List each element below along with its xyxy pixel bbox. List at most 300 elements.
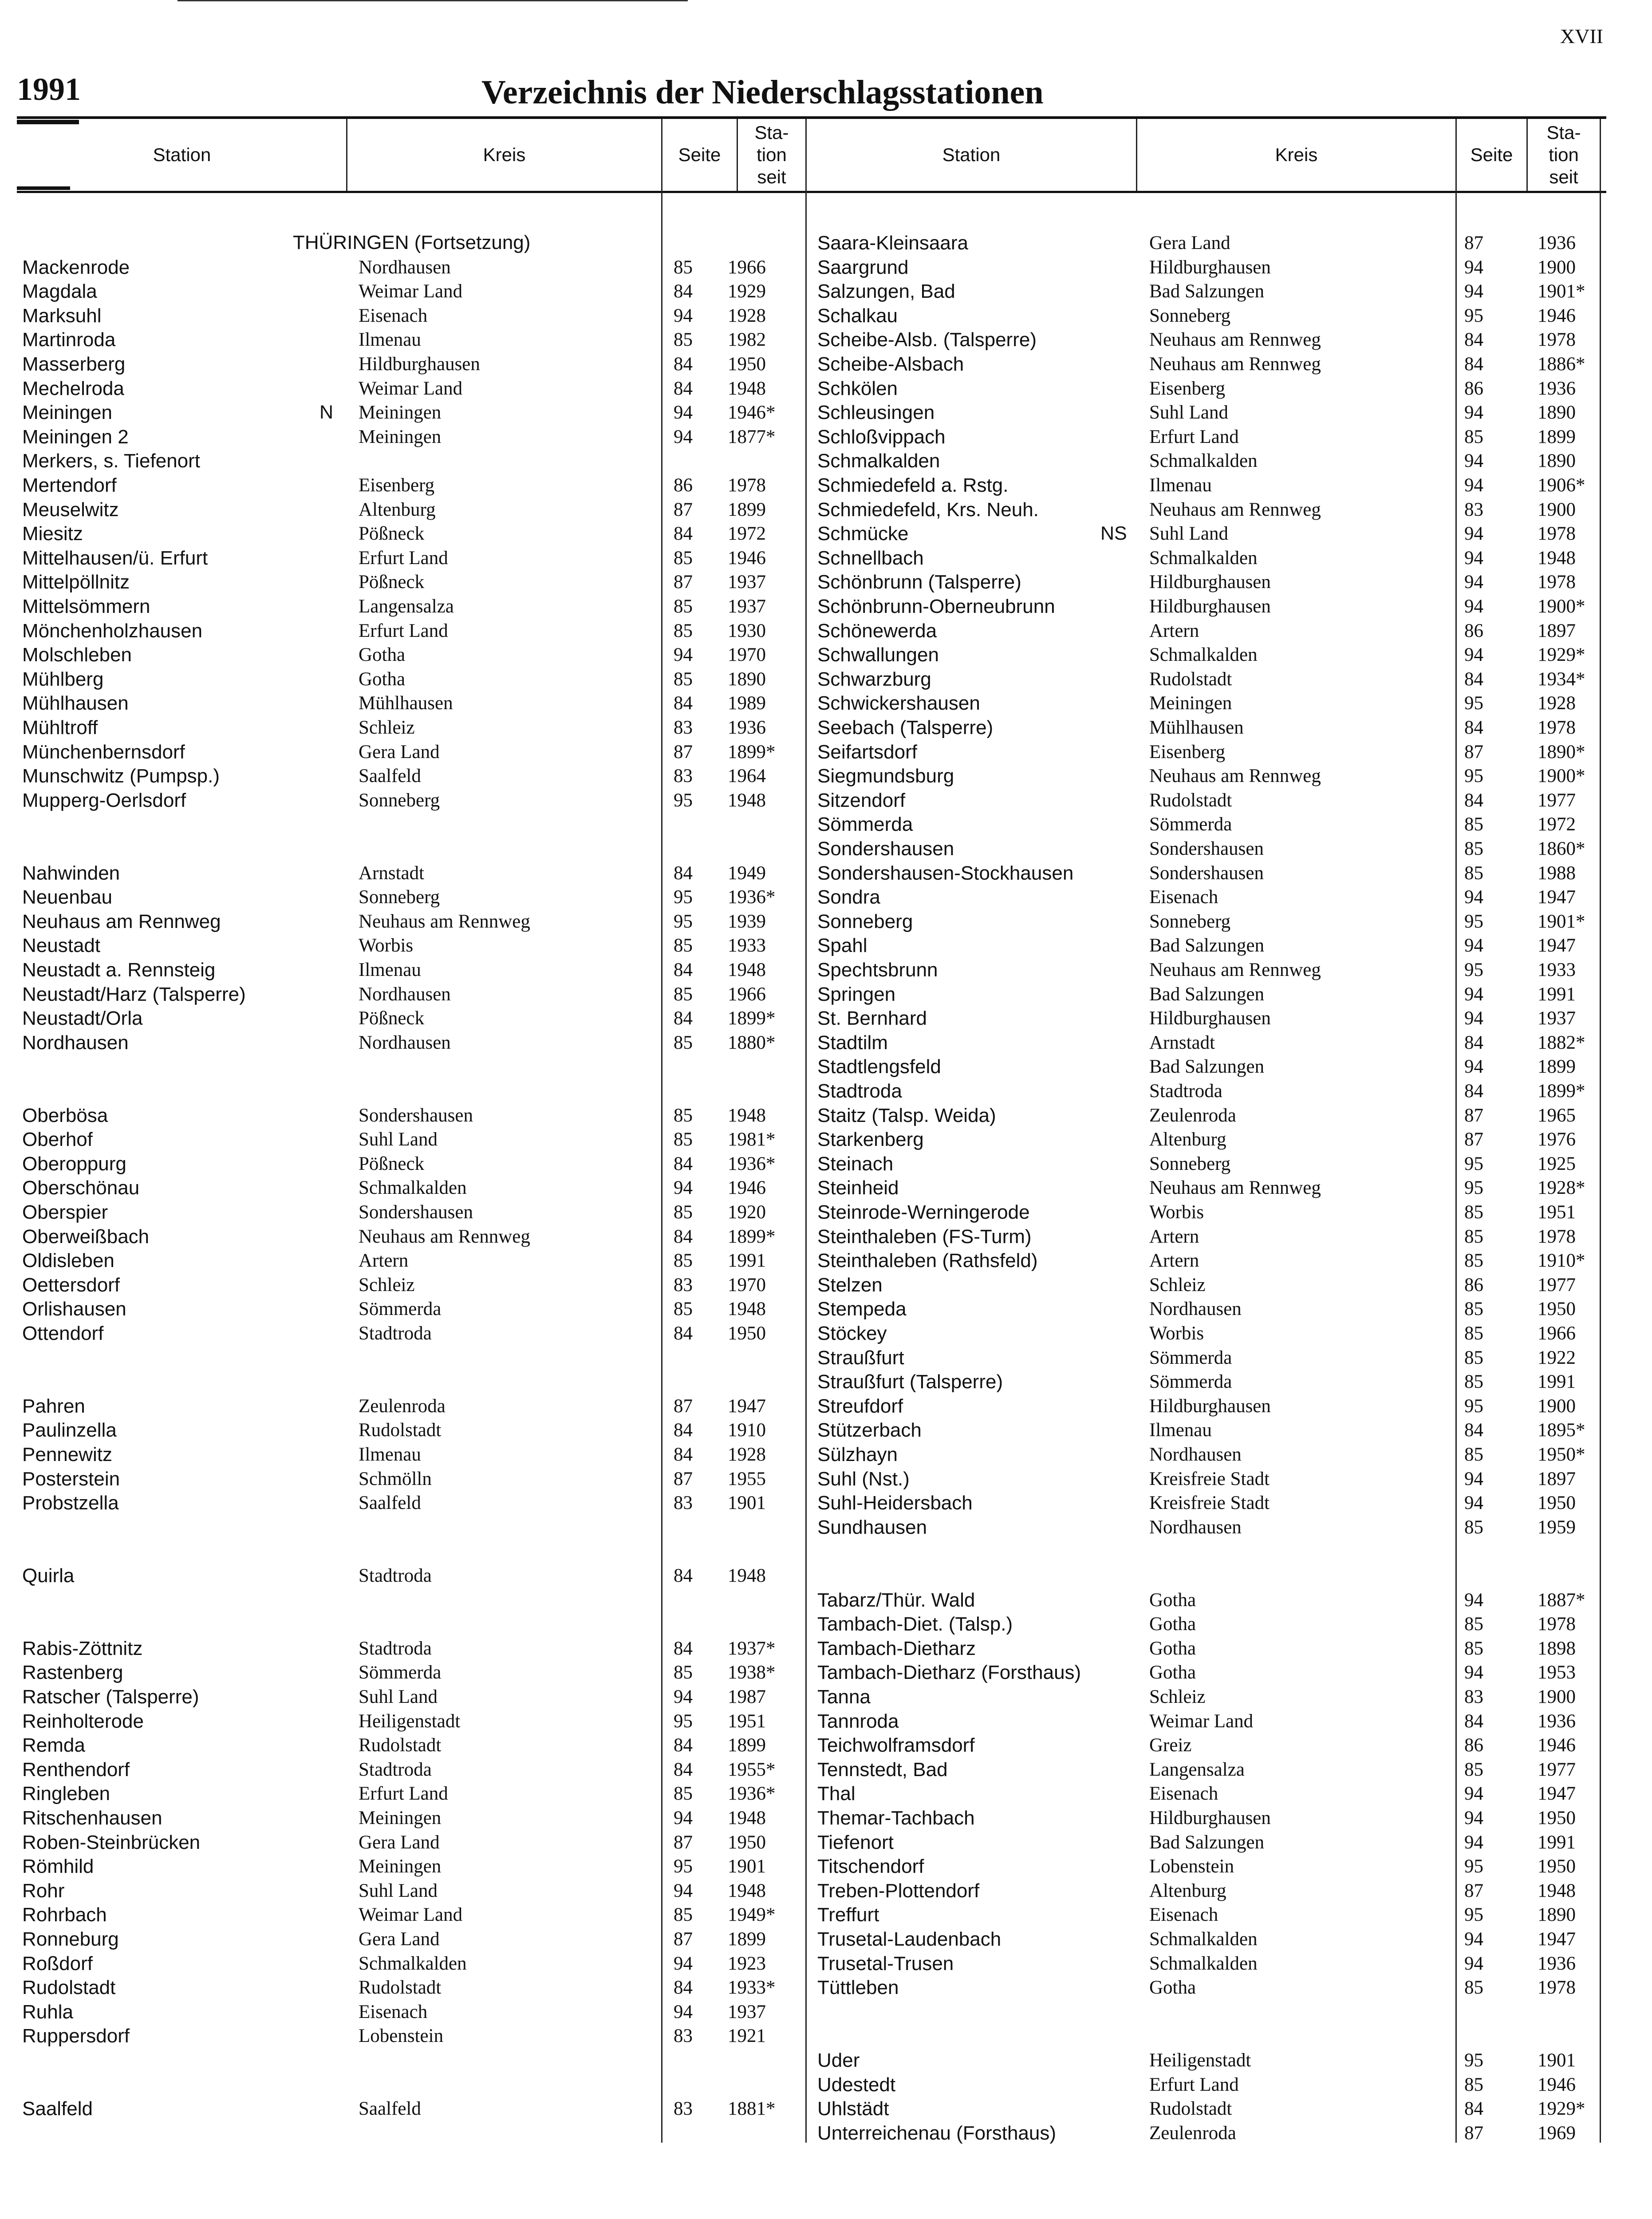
since-year: 1937 <box>728 596 766 617</box>
station-name: Streufdorf <box>817 1395 903 1417</box>
station-name: Reinholterode <box>22 1710 144 1732</box>
kreis-name: Sömmerda <box>1149 1371 1232 1393</box>
since-year: 1937 <box>1538 1008 1576 1029</box>
since-year: 1978 <box>1538 572 1576 593</box>
page-ref: 87 <box>1464 233 1483 253</box>
since-year: 1949* <box>728 1904 776 1926</box>
station-name: Suhl (Nst.) <box>817 1468 910 1490</box>
page-ref: 85 <box>674 1202 693 1223</box>
table-row <box>0 691 1652 715</box>
page-ref: 85 <box>1464 814 1483 835</box>
table-row <box>0 1854 1652 1879</box>
table-row <box>0 1321 1652 1346</box>
kreis-name: Neuhaus am Rennweg <box>1149 959 1321 980</box>
header-kreis-right: Kreis <box>1275 144 1318 165</box>
header-seite-right: Seite <box>1470 144 1513 165</box>
since-year: 1928 <box>1538 693 1576 714</box>
kreis-name: Artern <box>1149 1250 1199 1271</box>
since-year: 1936 <box>1538 1710 1576 1732</box>
station-name: Starkenberg <box>817 1129 924 1151</box>
table-row <box>0 740 1652 764</box>
table-row <box>0 304 1652 328</box>
table-row <box>0 1733 1652 1757</box>
kreis-name: Erfurt Land <box>359 547 448 569</box>
kreis-name: Schmalkalden <box>1149 644 1258 666</box>
since-year: 1966 <box>728 257 766 278</box>
since-year: 1938* <box>728 1662 776 1683</box>
station-name: Münchenbernsdorf <box>22 741 185 763</box>
since-year: 1950 <box>728 1323 766 1344</box>
station-name: Mühlberg <box>22 668 104 690</box>
station-name: Steinthaleben (FS-Turm) <box>817 1225 1032 1248</box>
since-year: 1928 <box>728 1444 766 1465</box>
page-ref: 87 <box>1464 1129 1483 1150</box>
station-name: Trusetal-Trusen <box>817 1952 954 1974</box>
kreis-name: Suhl Land <box>359 1129 438 1150</box>
station-name: Mönchenholzhausen <box>22 620 203 642</box>
station-name: Stempeda <box>817 1298 907 1320</box>
station-name: Ottendorf <box>22 1323 104 1344</box>
table-row <box>0 2097 1652 2121</box>
since-year: 1989 <box>728 693 766 714</box>
since-year: 1951 <box>728 1710 766 1732</box>
page-ref: 85 <box>674 620 693 641</box>
table-row <box>0 1394 1652 1418</box>
since-year: 1981* <box>728 1129 776 1150</box>
page-ref: 87 <box>674 1395 693 1417</box>
kreis-name: Schmalkalden <box>1149 1953 1258 1974</box>
table-row <box>0 1346 1652 1370</box>
page-ref: 95 <box>674 887 693 908</box>
table-row <box>0 1757 1652 1782</box>
since-year: 1936 <box>1538 378 1576 399</box>
page-ref: 84 <box>1464 1081 1483 1102</box>
station-name: Ringleben <box>22 1783 110 1805</box>
station-name: Nahwinden <box>22 862 120 884</box>
since-year: 1951 <box>1538 1202 1576 1223</box>
table-row <box>0 449 1652 473</box>
station-name: Marksuhl <box>22 304 102 327</box>
since-year: 1978 <box>1538 1977 1576 1998</box>
kreis-name: Saalfeld <box>359 1492 421 1514</box>
page-ref: 84 <box>674 1226 693 1247</box>
station-name: Schmiedefeld, Krs. Neuh. <box>817 498 1039 521</box>
kreis-name: Gera Land <box>359 741 440 762</box>
kreis-name: Gotha <box>1149 1638 1196 1659</box>
station-name: Roßdorf <box>22 1952 93 1974</box>
since-year: 1948 <box>1538 1880 1576 1901</box>
page-ref: 85 <box>1464 1638 1483 1659</box>
station-name: Masserberg <box>22 353 126 375</box>
kreis-name: Ilmenau <box>1149 475 1212 496</box>
kreis-name: Kreisfreie Stadt <box>1149 1492 1270 1514</box>
table-row <box>0 1879 1652 1903</box>
since-year: 1899 <box>728 1929 766 1950</box>
page-ref: 86 <box>1464 1735 1483 1756</box>
station-name: Straußfurt <box>817 1346 904 1369</box>
page-ref: 95 <box>674 1710 693 1732</box>
kreis-name: Worbis <box>359 935 414 956</box>
station-name: Mittelhausen/ü. Erfurt <box>22 547 208 569</box>
kreis-name: Weimar Land <box>359 281 463 302</box>
station-name: Oberbösa <box>22 1104 108 1126</box>
kreis-name: Hildburghausen <box>1149 1395 1271 1417</box>
since-year: 1970 <box>728 644 766 666</box>
kreis-name: Weimar Land <box>359 1904 463 1926</box>
since-year: 1930 <box>728 620 766 641</box>
page-ref: 85 <box>674 329 693 351</box>
table-row <box>0 1685 1652 1709</box>
station-name: Merkers, s. Tiefenort <box>22 450 201 472</box>
since-year: 1947 <box>1538 887 1576 908</box>
since-year: 1890 <box>1538 402 1576 423</box>
page-ref: 95 <box>1464 305 1483 326</box>
header-bottom-rule <box>17 191 1606 193</box>
since-year: 1948 <box>728 1105 766 1126</box>
page-ref: 94 <box>674 305 693 326</box>
station-name: Mühltroff <box>22 717 98 738</box>
since-year: 1936* <box>728 1153 776 1174</box>
since-year: 1948 <box>728 1565 766 1586</box>
station-name: Tiefenort <box>817 1831 894 1853</box>
page-ref: 84 <box>674 1323 693 1344</box>
page-ref: 95 <box>1464 959 1483 980</box>
table-row <box>0 1975 1652 2000</box>
header-seit-left: Sta- tion seit <box>754 122 789 187</box>
page-ref: 86 <box>1464 620 1483 641</box>
since-year: 1946 <box>728 1177 766 1199</box>
kreis-name: Hildburghausen <box>1149 1808 1271 1828</box>
page-ref: 83 <box>674 766 693 787</box>
page-ref: 95 <box>1464 911 1483 932</box>
station-name: Themar-Tachbach <box>817 1807 975 1829</box>
since-year: 1948 <box>728 959 766 980</box>
kreis-name: Bad Salzungen <box>1149 1832 1265 1853</box>
kreis-name: Sondershausen <box>359 1202 473 1223</box>
kreis-name: Eisenberg <box>1149 378 1226 399</box>
kreis-name: Bad Salzungen <box>1149 1056 1265 1078</box>
page-ref: 94 <box>674 644 693 666</box>
table-row <box>0 1200 1652 1224</box>
kreis-name: Schleiz <box>359 717 415 738</box>
kreis-name: Weimar Land <box>359 378 463 399</box>
since-year: 1955 <box>728 1468 766 1489</box>
station-name: Probstzella <box>22 1492 119 1514</box>
page-ref: 95 <box>674 790 693 811</box>
page-ref: 84 <box>674 1008 693 1029</box>
kreis-name: Meiningen <box>359 402 442 423</box>
page-ref: 87 <box>674 741 693 762</box>
kreis-name: Stadtroda <box>359 1565 432 1586</box>
page-ref: 85 <box>674 1129 693 1150</box>
station-name: Tanna <box>817 1686 871 1708</box>
page-ref: 84 <box>1464 329 1483 351</box>
station-name: Meiningen 2 <box>22 426 129 448</box>
page-ref: 94 <box>674 2001 693 2022</box>
page-ref: 94 <box>674 1953 693 1974</box>
station-name: Spahl <box>817 935 867 957</box>
page-ref: 85 <box>1464 1516 1483 1538</box>
station-name: Treffurt <box>817 1904 879 1926</box>
kreis-name: Eisenach <box>1149 887 1218 908</box>
station-name: Rastenberg <box>22 1662 123 1684</box>
page-ref: 83 <box>674 717 693 738</box>
station-name: Sundhausen <box>817 1516 927 1538</box>
station-name: Stadtlengsfeld <box>817 1056 941 1078</box>
kreis-name: Altenburg <box>359 499 436 520</box>
page-ref: 87 <box>674 572 693 593</box>
kreis-name: Saalfeld <box>359 2098 421 2120</box>
since-year: 1936* <box>728 887 776 908</box>
table-row <box>0 837 1652 861</box>
table-row <box>0 764 1652 788</box>
page-ref: 94 <box>1464 450 1483 472</box>
page-ref: 85 <box>674 257 693 278</box>
station-name: Tennstedt, Bad <box>817 1758 948 1781</box>
page-ref: 95 <box>1464 1395 1483 1417</box>
station-name: Sitzendorf <box>817 789 906 811</box>
kreis-name: Eisenach <box>1149 1904 1218 1926</box>
since-year: 1936 <box>1538 233 1576 253</box>
station-marker: NS <box>1100 523 1127 545</box>
station-name: Quirla <box>22 1565 75 1587</box>
table-row <box>0 667 1652 691</box>
since-year: 1978 <box>1538 523 1576 545</box>
since-year: 1978 <box>1538 329 1576 351</box>
kreis-name: Bad Salzungen <box>1149 983 1265 1005</box>
table-row <box>0 1515 1652 1540</box>
page-ref: 84 <box>674 378 693 399</box>
since-year: 1950 <box>1538 1299 1576 1320</box>
kreis-name: Worbis <box>1149 1323 1204 1344</box>
table-row <box>0 1224 1652 1249</box>
since-year: 1948 <box>728 790 766 811</box>
since-year: 1982 <box>728 329 766 351</box>
table-row <box>0 1927 1652 1951</box>
table-row <box>0 1903 1652 1927</box>
table-row <box>0 1636 1652 1661</box>
kreis-name: Sömmerda <box>359 1299 442 1320</box>
station-name: Stützerbach <box>817 1419 922 1441</box>
kreis-name: Ilmenau <box>359 959 421 980</box>
station-name: Tambach-Diet. (Talsp.) <box>817 1613 1013 1635</box>
since-year: 1988 <box>1538 862 1576 884</box>
page-ref: 94 <box>674 1880 693 1901</box>
kreis-name: Gotha <box>1149 1977 1196 1998</box>
since-year: 1933* <box>728 1977 776 1998</box>
station-name: Munschwitz (Pumpsp.) <box>22 765 220 787</box>
station-name: Schloßvippach <box>817 426 946 448</box>
kreis-name: Schmölln <box>359 1468 432 1489</box>
page-ref: 85 <box>674 1904 693 1926</box>
since-year: 1929* <box>1538 644 1585 666</box>
kreis-name: Eisenach <box>359 305 428 326</box>
page-ref: 94 <box>1464 402 1483 423</box>
page-ref: 84 <box>1464 1710 1483 1732</box>
table-row <box>0 1830 1652 1855</box>
page-ref: 84 <box>1464 790 1483 811</box>
page-ref: 95 <box>1464 1153 1483 1174</box>
kreis-name: Zeulenroda <box>1149 2122 1236 2144</box>
table-row <box>0 1103 1652 1128</box>
since-year: 1910* <box>1538 1250 1585 1271</box>
station-name: Seifartsdorf <box>817 741 917 763</box>
kreis-name: Altenburg <box>1149 1129 1226 1150</box>
station-name: Ruhla <box>22 2001 73 2023</box>
station-name: Mittelsömmern <box>22 596 150 617</box>
page-ref: 84 <box>674 1153 693 1174</box>
station-name: Martinroda <box>22 329 116 351</box>
page-ref: 83 <box>674 2098 693 2120</box>
table-row <box>0 497 1652 522</box>
since-year: 1899 <box>1538 426 1576 447</box>
page-ref: 94 <box>1464 1808 1483 1828</box>
page-ref: 84 <box>1464 717 1483 738</box>
page-ref: 85 <box>1464 1347 1483 1368</box>
kreis-name: Neuhaus am Rennweg <box>359 1226 530 1247</box>
since-year: 1890* <box>1538 741 1585 762</box>
table-row <box>0 328 1652 352</box>
page-ref: 85 <box>1464 862 1483 884</box>
station-name: Molschleben <box>22 644 132 666</box>
kreis-name: Altenburg <box>1149 1880 1226 1901</box>
station-name: Mühlhausen <box>22 692 129 715</box>
page-ref: 85 <box>1464 1250 1483 1271</box>
since-year: 1900 <box>1538 499 1576 520</box>
station-name: Schkölen <box>817 377 898 399</box>
since-year: 1991 <box>1538 1371 1576 1393</box>
page-ref: 95 <box>1464 2050 1483 2071</box>
page-ref: 94 <box>1464 1662 1483 1683</box>
station-name: Steinrode-Werningerode <box>817 1201 1030 1223</box>
page-ref: 83 <box>674 1274 693 1295</box>
page-ref: 85 <box>1464 1759 1483 1780</box>
station-name: Posterstein <box>22 1468 120 1490</box>
since-year: 1970 <box>728 1274 766 1295</box>
page-ref: 85 <box>674 668 693 690</box>
page-ref: 84 <box>1464 2098 1483 2120</box>
kreis-name: Meiningen <box>359 1808 442 1828</box>
station-name: Stadtilm <box>817 1031 888 1054</box>
page-ref: 85 <box>674 983 693 1005</box>
kreis-name: Suhl Land <box>1149 523 1228 545</box>
station-name: Sülzhayn <box>817 1444 898 1465</box>
since-year: 1949 <box>728 862 766 884</box>
kreis-name: Eisenberg <box>359 475 435 496</box>
since-year: 1965 <box>1538 1105 1576 1126</box>
kreis-name: Lobenstein <box>1149 1856 1234 1877</box>
station-name: Salzungen, Bad <box>817 280 955 303</box>
kreis-name: Meiningen <box>1149 693 1232 714</box>
page-ref: 94 <box>1464 257 1483 278</box>
page-ref: 84 <box>674 1759 693 1780</box>
kreis-name: Arnstadt <box>1149 1032 1215 1053</box>
since-year: 1881* <box>728 2098 776 2120</box>
page-ref: 94 <box>1464 547 1483 569</box>
page-ref: 85 <box>1464 1299 1483 1320</box>
header-station-left: Station <box>153 144 211 165</box>
station-name: Schönewerda <box>817 620 937 642</box>
kreis-name: Arnstadt <box>359 862 425 884</box>
since-year: 1882* <box>1538 1032 1585 1053</box>
kreis-name: Langensalza <box>1149 1759 1245 1780</box>
page-ref: 84 <box>674 693 693 714</box>
kreis-name: Erfurt Land <box>1149 426 1239 447</box>
since-year: 1900* <box>1538 766 1585 787</box>
page-ref: 85 <box>1464 1444 1483 1465</box>
since-year: 1946 <box>1538 2074 1576 2095</box>
kreis-name: Gotha <box>359 668 406 690</box>
table-row <box>0 473 1652 497</box>
since-year: 1946 <box>728 547 766 569</box>
kreis-name: Meiningen <box>359 1856 442 1877</box>
kreis-name: Neuhaus am Rennweg <box>1149 329 1321 351</box>
kreis-name: Rudolstadt <box>359 1977 442 1998</box>
page-ref: 95 <box>674 911 693 932</box>
since-year: 1899 <box>1538 1056 1576 1078</box>
since-year: 1921 <box>728 2026 766 2047</box>
station-name: Springen <box>817 983 896 1005</box>
kreis-name: Schmalkalden <box>359 1177 467 1199</box>
kreis-name: Nordhausen <box>1149 1516 1242 1538</box>
kreis-name: Hildburghausen <box>1149 596 1271 617</box>
page-ref: 85 <box>674 1783 693 1804</box>
page-ref: 94 <box>674 1686 693 1707</box>
page-ref: 85 <box>1464 426 1483 447</box>
page-ref: 85 <box>674 1250 693 1271</box>
page-ref: 84 <box>674 281 693 302</box>
table-row <box>0 643 1652 667</box>
table-row <box>0 909 1652 934</box>
station-name: Titschendorf <box>817 1856 924 1878</box>
station-name: Meiningen <box>22 402 113 424</box>
table-row <box>0 1127 1652 1152</box>
since-year: 1899* <box>728 1008 776 1029</box>
kreis-name: Rudolstadt <box>1149 790 1232 811</box>
since-year: 1901* <box>1538 911 1585 932</box>
kreis-name: Hildburghausen <box>1149 572 1271 593</box>
station-name: Tabarz/Thür. Wald <box>817 1589 975 1611</box>
table-row <box>0 619 1652 643</box>
since-year: 1925 <box>1538 1153 1576 1174</box>
table-row <box>0 1588 1652 1612</box>
kreis-name: Gotha <box>1149 1589 1196 1611</box>
page-ref: 94 <box>674 402 693 423</box>
kreis-name: Schmalkalden <box>1149 1929 1258 1950</box>
since-year: 1899 <box>728 1735 766 1756</box>
since-year: 1933 <box>728 935 766 956</box>
station-name: Neustadt a. Rennsteig <box>22 959 216 981</box>
station-name: Mittelpöllnitz <box>22 571 130 593</box>
page-ref: 84 <box>674 354 693 375</box>
kreis-name: Heiligenstadt <box>1149 2050 1251 2071</box>
station-name: Schmalkalden <box>817 450 940 472</box>
kreis-name: Sonneberg <box>1149 305 1231 326</box>
kreis-name: Neuhaus am Rennweg <box>1149 766 1321 787</box>
kreis-name: Pößneck <box>359 1008 425 1029</box>
since-year: 1899* <box>728 741 776 762</box>
page-ref: 85 <box>1464 838 1483 859</box>
since-year: 1978 <box>1538 1226 1576 1247</box>
page-ref: 94 <box>1464 596 1483 617</box>
station-name: Rohrbach <box>22 1904 107 1926</box>
station-name: Neuenbau <box>22 886 113 908</box>
page-ref: 94 <box>1464 523 1483 545</box>
header-seit-right: Sta- tion seit <box>1546 122 1581 187</box>
kreis-name: Pößneck <box>359 1153 425 1174</box>
since-year: 1969 <box>1538 2122 1576 2144</box>
page-ref: 95 <box>1464 766 1483 787</box>
